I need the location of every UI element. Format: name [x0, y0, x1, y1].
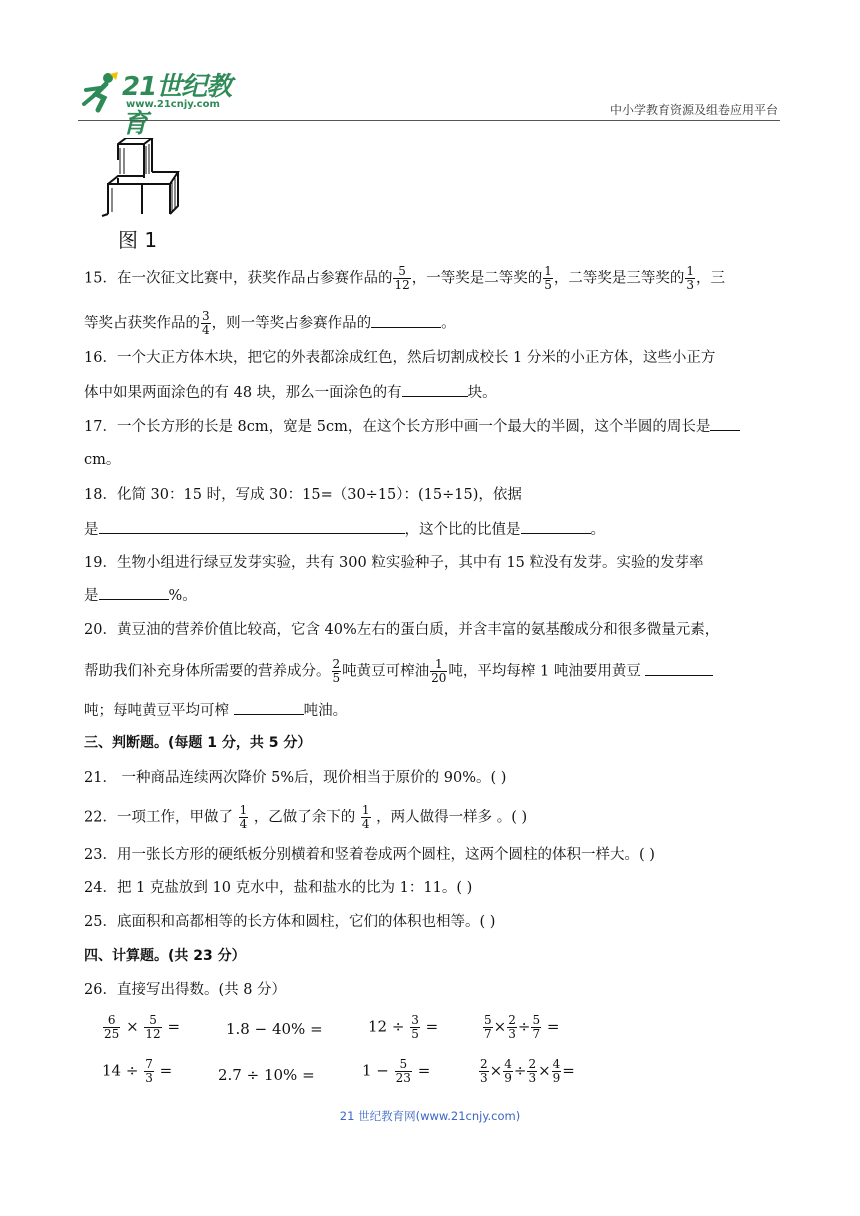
- denominator: 5: [332, 671, 341, 685]
- site-logo: [78, 66, 253, 139]
- question-26: 26．直接写出得数。(共 8 分）: [84, 982, 287, 998]
- calc-3: [368, 1014, 438, 1041]
- denominator: 5: [411, 1027, 419, 1041]
- denominator: 4: [361, 817, 370, 831]
- denominator: 9: [552, 1071, 561, 1085]
- fraction: [527, 1058, 537, 1085]
- cube-figure: [100, 138, 190, 250]
- denominator: 9: [504, 1071, 512, 1085]
- denominator: 3: [686, 278, 695, 292]
- calc-5: [102, 1058, 172, 1085]
- numerator: 5: [393, 265, 410, 279]
- runner-logo-icon: [78, 70, 122, 114]
- calc-4: [482, 1014, 559, 1041]
- numerator: 2: [332, 657, 341, 671]
- numerator: 7: [145, 1057, 153, 1071]
- q17-text-1: 17．一个长方形的长是 8cm，宽是 5cm，在这个长方形中画一个最大的半圆，这个半圆的周长是: [84, 419, 711, 435]
- figure-label: 图 1: [118, 228, 158, 252]
- operator: ×: [489, 1061, 503, 1080]
- fraction: [479, 1058, 489, 1085]
- numerator: 5: [532, 1013, 541, 1027]
- numerator: 3: [202, 309, 210, 323]
- answer-blank[interactable]: [371, 313, 441, 328]
- question-23: 23．用一张长方形的硬纸板分别横着和竖着卷成两个圆柱，这两个圆柱的体积一样大。( ): [84, 847, 655, 863]
- calc-6: 2.7 ÷ 10% =: [218, 1066, 315, 1084]
- answer-blank[interactable]: [402, 382, 468, 397]
- question-19-line-2: [84, 585, 197, 606]
- question-17-line-2: cm。: [84, 452, 121, 468]
- question-21: 21． 一种商品连续两次降价 5%后，现价相当于原价的 90%。( ): [84, 770, 507, 786]
- denominator: 7: [532, 1027, 541, 1041]
- numerator: 4: [504, 1057, 512, 1071]
- stacked-cubes-diagram: [100, 138, 190, 220]
- denominator: 4: [202, 323, 210, 337]
- fraction: [144, 1014, 161, 1041]
- denominator: 23: [395, 1071, 411, 1085]
- operator: ×: [538, 1061, 551, 1080]
- operand: 12 ÷: [368, 1017, 405, 1036]
- fraction: [531, 1014, 541, 1041]
- answer-blank[interactable]: [99, 519, 405, 534]
- denominator: 4: [239, 817, 248, 831]
- numerator: 1: [544, 264, 552, 278]
- answer-blank[interactable]: [99, 585, 169, 600]
- logo-text: 21世纪教育: [122, 72, 232, 139]
- q20-text-2: 吨黄豆可榨油: [342, 663, 430, 680]
- numerator: 5: [144, 1014, 161, 1028]
- header-divider: [78, 120, 780, 121]
- question-20-line-1: 20．黄豆油的营养价值比较高，它含 40%左右的蛋白质，并含丰富的氨基酸成分和很多微量元素，: [84, 622, 720, 638]
- q22-text-1: 22．一项工作，甲做了: [84, 809, 233, 826]
- numerator: 1: [430, 658, 447, 672]
- question-18-line-1: 18．化简 30：15 时，写成 30：15=（30÷15）：(15÷15)，依据: [84, 487, 522, 503]
- operator: ×: [126, 1017, 139, 1036]
- answer-blank[interactable]: [234, 700, 304, 715]
- question-22: [84, 804, 527, 831]
- question-18-line-2: [84, 519, 605, 540]
- equals: =: [546, 1017, 560, 1036]
- operand: 14 ÷: [102, 1061, 139, 1080]
- question-17-line-1: [84, 416, 740, 437]
- denominator: 25: [104, 1027, 120, 1041]
- calc-1: [102, 1014, 180, 1041]
- q15-text-4: ，三: [696, 270, 726, 287]
- fraction: [503, 1058, 513, 1085]
- fraction: [552, 1058, 562, 1085]
- q15-text-3: ，二等奖是三等奖的: [553, 270, 685, 287]
- question-24: 24．把 1 克盐放到 10 克水中，盐和盐水的比为 1：11。( ): [84, 880, 473, 896]
- denominator: 3: [528, 1071, 537, 1085]
- q19-text-1: 是: [84, 588, 99, 604]
- numerator: 2: [480, 1057, 488, 1071]
- q19-text-2: %。: [168, 588, 197, 604]
- denominator: 3: [508, 1027, 516, 1041]
- equals: =: [562, 1061, 575, 1080]
- numerator: 2: [528, 1057, 537, 1071]
- q16-text-1: 体中如果两面涂色的有 48 块，那么一面涂色的有: [84, 385, 402, 401]
- operator: ×: [493, 1017, 507, 1036]
- q15-text-7: 。: [441, 315, 456, 332]
- numerator: 1: [361, 803, 370, 817]
- numerator: 3: [411, 1013, 419, 1027]
- question-16-line-1: 16．一个大正方体木块，把它的外表都涂成红色，然后切割成校长 1 分米的小正方体，这些小正方: [84, 350, 716, 366]
- fraction: [103, 1014, 120, 1041]
- denominator: 3: [145, 1071, 153, 1085]
- denominator: 20: [431, 671, 447, 685]
- question-20-line-2: [84, 658, 713, 685]
- question-16-line-2: [84, 382, 497, 403]
- platform-name: 中小学教育资源及组卷应用平台: [609, 103, 778, 117]
- calc-7: [362, 1058, 430, 1085]
- logo-url: www.21cnjy.com: [126, 99, 220, 110]
- operator: ÷: [513, 1061, 527, 1080]
- answer-blank[interactable]: [645, 661, 713, 676]
- answer-blank[interactable]: [710, 416, 740, 431]
- q15-fraction-1: [393, 265, 410, 292]
- calc-8: [478, 1058, 575, 1085]
- q22-text-2: ，乙做了余下的: [253, 809, 356, 826]
- denominator: 5: [544, 278, 552, 292]
- question-19-line-1: 19．生物小组进行绿豆发芽实验，共有 300 粒实验种子，其中有 15 粒没有发芽。实验的发芽率: [84, 555, 704, 571]
- q15-fraction-3: [685, 265, 695, 292]
- q15-text-2: ，一等奖是二等奖的: [411, 270, 543, 287]
- q15-text-5: 等奖占获奖作品的: [84, 315, 200, 332]
- equals: =: [167, 1017, 181, 1036]
- numerator: 6: [103, 1014, 120, 1028]
- denominator: 12: [145, 1027, 161, 1041]
- section-4-heading: 四、计算题。(共 23 分）: [84, 948, 246, 964]
- equals: =: [159, 1061, 173, 1080]
- q20-text-1: 帮助我们补充身体所需要的营养成分。: [84, 663, 331, 680]
- fraction: [483, 1014, 493, 1041]
- q15-fraction-4: [201, 310, 211, 337]
- q22-fraction-2: [361, 804, 371, 831]
- question-15-line-1: [84, 265, 725, 292]
- calc-2: 1.8 − 40% =: [226, 1020, 323, 1038]
- q20-text-4: 吨；每吨黄豆平均可榨: [84, 703, 229, 719]
- q18-text-2: ，这个比的比值是: [404, 522, 521, 538]
- operand: 1 −: [362, 1061, 389, 1080]
- question-20-line-3: [84, 700, 347, 721]
- q20-fraction-2: [430, 658, 447, 685]
- numerator: 1: [686, 264, 695, 278]
- denominator: 3: [480, 1071, 488, 1085]
- section-3-heading: 三、判断题。(每题 1 分，共 5 分）: [84, 735, 312, 751]
- q22-text-3: ，两人做得一样多 。( ): [376, 809, 528, 826]
- q15-text-6: ，则一等奖占参赛作品的: [211, 315, 372, 332]
- denominator: 7: [484, 1027, 492, 1041]
- q18-text-1: 是: [84, 522, 99, 538]
- q22-fraction-1: [239, 804, 249, 831]
- numerator: 1: [239, 803, 248, 817]
- fraction: [144, 1058, 154, 1085]
- equals: =: [425, 1017, 439, 1036]
- question-15-line-2: [84, 310, 456, 337]
- q15-text-1: 15．在一次征文比赛中，获奖作品占参赛作品的: [84, 270, 393, 287]
- q18-text-3: 。: [590, 522, 605, 538]
- question-25: 25．底面积和高都相等的长方体和圆柱，它们的体积也相等。( ): [84, 914, 496, 930]
- numerator: 5: [484, 1013, 492, 1027]
- denominator: 12: [394, 278, 410, 292]
- operator: ÷: [517, 1017, 531, 1036]
- page-header: [0, 0, 860, 139]
- q20-text-3: 吨，平均每榨 1 吨油要用黄豆: [448, 663, 641, 680]
- fraction: [507, 1014, 517, 1041]
- numerator: 2: [508, 1013, 516, 1027]
- answer-blank[interactable]: [521, 519, 591, 534]
- q15-fraction-2: [543, 265, 553, 292]
- numerator: 4: [552, 1057, 561, 1071]
- q20-fraction-1: [332, 658, 342, 685]
- fraction: [410, 1014, 420, 1041]
- numerator: 5: [395, 1058, 412, 1072]
- equals: =: [417, 1061, 431, 1080]
- page-footer[interactable]: 21 世纪教育网(www.21cnjy.com): [339, 1109, 521, 1123]
- q20-text-5: 吨油。: [303, 703, 348, 719]
- fraction: [395, 1058, 412, 1085]
- q16-text-2: 块。: [467, 385, 497, 401]
